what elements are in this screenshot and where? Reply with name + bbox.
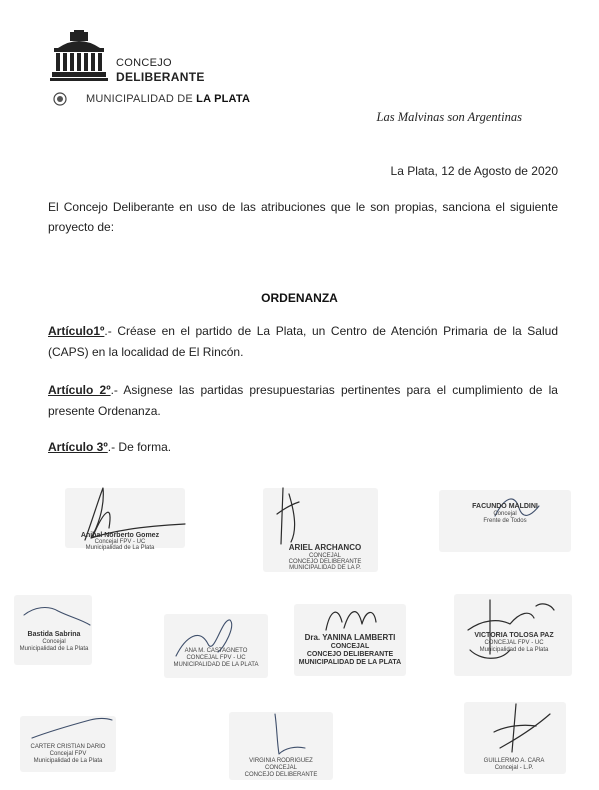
signature-org: CONCEJO DELIBERANTE (306, 651, 394, 658)
signature-role: Concejal FPV (49, 751, 87, 757)
letterhead-municipalidad (86, 93, 250, 105)
signature-role: Concejal FPV - UC (94, 539, 146, 545)
signature-role: CONCEJAL FPV - UC (186, 655, 246, 661)
municipality-city: LA PLATA (196, 93, 251, 105)
signature-name: VICTORIA TOLOSA PAZ (474, 632, 554, 639)
article-1-label: Artículo1º (48, 324, 105, 338)
signature-org: Municipalidad de La Plata (33, 758, 103, 764)
signature-role: Concejal - L.P. (494, 765, 534, 771)
article-1 (48, 321, 558, 363)
signature-archanco (255, 484, 385, 574)
signature-org2: MUNICIPALIDAD DE LA P. (289, 565, 361, 571)
article-1-text: .- Créase en el partido de La Plata, un Centro de Atención Primaria de la Salud (CAPS) en la localidad de El Rincón. (48, 324, 558, 359)
signature-role: CONCEJAL (308, 553, 341, 559)
article-2-label: Artículo 2º (48, 383, 111, 397)
signature-role: CONCEJAL (330, 643, 370, 650)
signature-role: Concejal (493, 511, 517, 517)
signature-name: GUILLERMO A. CARA (483, 758, 545, 764)
signature-org: CONCEJO DELIBERANTE (244, 772, 318, 778)
signature-name: ARIEL ARCHANCO (288, 543, 362, 552)
signature-gomez (55, 478, 195, 558)
article-3-label: Artículo 3º (48, 440, 108, 454)
signature-name: Dra. YANINA LAMBERTI (304, 633, 396, 642)
intro-paragraph: El Concejo Deliberante en uso de las atribuciones que le son propias, sanciona el siguiente proyecto de: (48, 200, 558, 234)
signature-org: Municipalidad de La Plata (85, 545, 155, 551)
signature-org: Municipalidad de La Plata (479, 647, 549, 653)
municipality-prefix: MUNICIPALIDAD DE (86, 93, 197, 105)
signature-lamberti (290, 600, 410, 680)
signature-name: Anibal Norberto Gomez (80, 532, 160, 539)
signature-carter (18, 712, 118, 772)
signature-role: CONCEJAL (264, 765, 297, 771)
signature-org: Frente de Todos (483, 518, 527, 524)
article-3 (48, 437, 558, 458)
signature-role: CONCEJAL FPV - UC (484, 640, 544, 646)
article-2 (48, 380, 558, 422)
letterhead (50, 30, 310, 110)
signature-name: VIRGINIA RODRIGUEZ (249, 758, 313, 764)
signature-org: CONCEJO DELIBERANTE (288, 559, 362, 565)
municipal-seal-icon (53, 92, 67, 106)
signature-castagneto (160, 608, 270, 680)
motto: Las Malvinas son Argentinas (376, 110, 522, 124)
signature-rodriguez (225, 708, 335, 783)
article-3-text: .- De forma. (107, 440, 172, 454)
document-title: ORDENANZA (261, 291, 338, 305)
handwritten-signature (14, 595, 94, 665)
signature-org: Municipalidad de La Plata (19, 646, 89, 652)
signature-name: Bastida Sabrina (27, 631, 81, 638)
date-line: La Plata, 12 de Agosto de 2020 (390, 164, 558, 178)
signature-role: Concejal (42, 639, 66, 645)
signature-cara (460, 698, 570, 778)
signature-bastida (14, 595, 94, 665)
signature-org: MUNICIPALIDAD DE LA PLATA (173, 662, 259, 668)
signature-org2: MUNICIPALIDAD DE LA PLATA (298, 659, 402, 666)
article-2-text: .- Asignese las partidas presupuestarias pertinentes para el cumplimiento de la presente Ordenanza. (48, 383, 558, 418)
signature-tolosa-paz (450, 590, 575, 680)
signature-maldini (435, 486, 575, 556)
letterhead-deliberante: DELIBERANTE (116, 70, 205, 84)
signature-name: FACUNDO MALDINI (472, 503, 538, 510)
letterhead-concejo: CONCEJO (116, 57, 172, 69)
handwritten-signature (160, 608, 270, 680)
signature-name: ANA M. CASTAGNETO (184, 648, 248, 654)
concejo-building-logo (50, 30, 108, 82)
signature-name: CARTER CRISTIAN DARIO (30, 744, 106, 750)
